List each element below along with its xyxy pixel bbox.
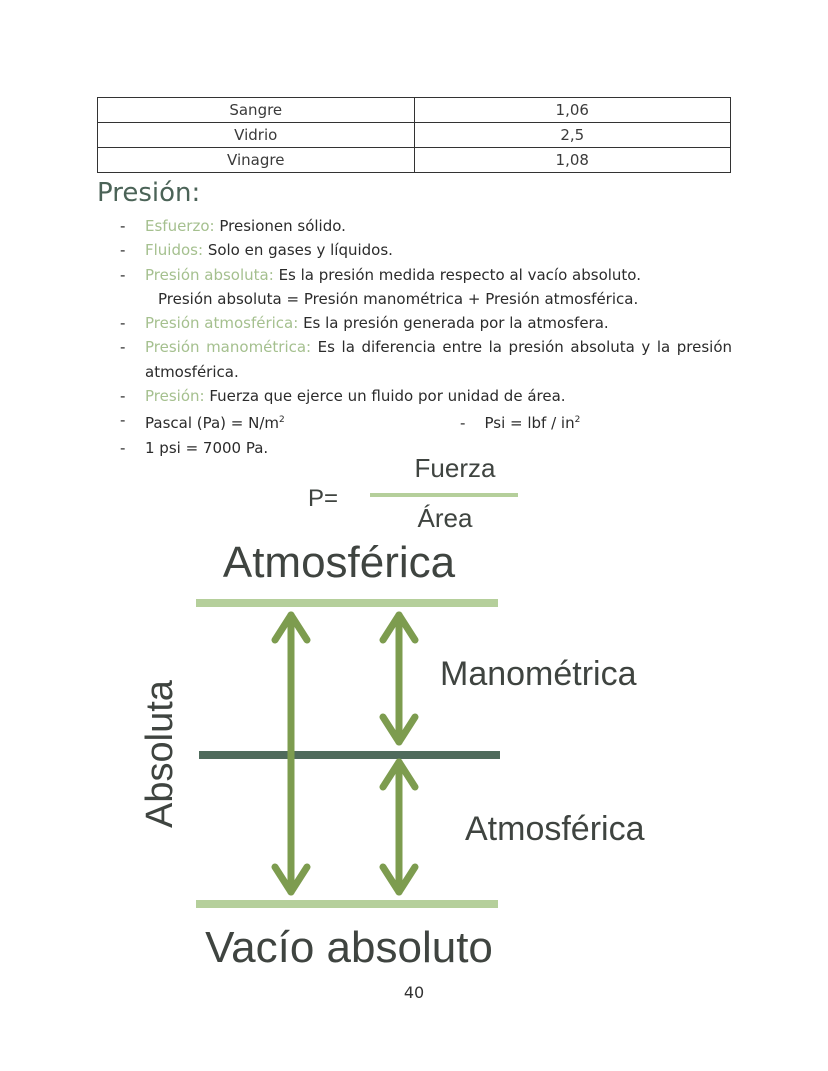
density-table — [97, 97, 731, 173]
table-cell-material: Vidrio — [98, 123, 415, 148]
term-label: Presión manométrica: — [145, 338, 312, 357]
gauge-arrow — [383, 615, 415, 742]
list-item — [120, 311, 732, 335]
gauge-label: Manométrica — [440, 655, 637, 693]
list-item — [120, 384, 732, 408]
pascal-unit-exponent: 2 — [279, 415, 285, 426]
absolute-vacuum-label: Vacío absoluto — [205, 923, 493, 972]
pressure-diagram — [0, 440, 828, 980]
list-item — [120, 214, 732, 238]
atmospheric-lower-label: Atmosférica — [465, 810, 645, 848]
equation-denominator: Área — [417, 503, 473, 533]
table-cell-material: Sangre — [98, 98, 415, 123]
term-definition: Solo en gases y líquidos. — [203, 241, 393, 260]
psi-unit-group: - Psi = lbf / $in^2$ — [460, 414, 581, 433]
atmospheric-top-label: Atmosférica — [222, 538, 456, 587]
term-label: Presión absoluta: — [145, 265, 274, 284]
term-label: Presión: — [145, 387, 205, 406]
pascal-unit: Pascal (Pa) = N/m — [145, 414, 280, 433]
psi-unit-exponent: 2 — [574, 415, 581, 426]
term-definition: Es la diferencia entre la presión absoluta y la presión atmosférica. — [145, 338, 733, 381]
page-number: 40 — [403, 983, 425, 1002]
table-cell-value: 2,5 — [414, 123, 731, 148]
table-cell-value: 1,06 — [414, 98, 731, 123]
term-label: Fluidos: — [145, 241, 204, 260]
table-row — [98, 148, 731, 173]
pressure-diagram-svg — [0, 440, 828, 980]
equation-numerator: Fuerza — [414, 453, 496, 483]
list-item — [120, 335, 732, 384]
list-item — [120, 238, 732, 262]
absolute-pressure-formula: Presión absoluta = Presión manométrica + Presión atmosférica. — [158, 289, 639, 308]
term-definition: Fuerza que ejerce un fluido por unidad de área. — [204, 387, 566, 406]
table-row — [98, 98, 731, 123]
table-cell-material: Vinagre — [98, 148, 415, 173]
psi-unit: Psi = lbf / in — [484, 414, 575, 433]
equation-lhs: P= — [308, 485, 339, 512]
conversion-text: 1 psi = 7000 Pa. — [145, 438, 269, 457]
absolute-side-label: Absoluta — [139, 680, 181, 828]
term-definition: Es la presión generada por la atmosfera. — [298, 314, 609, 333]
list-item — [120, 263, 732, 287]
term-definition: Presionen sólido. — [214, 217, 346, 235]
term-definition: Es la presión medida respecto al vacío absoluto. — [273, 265, 641, 284]
term-label: Presión atmosférica: — [145, 314, 299, 333]
section-title: Presión: — [97, 178, 201, 208]
definition-list — [120, 214, 732, 460]
term-label: Esfuerzo: — [145, 217, 215, 235]
table-row — [98, 123, 731, 148]
atmospheric-arrow — [383, 762, 415, 892]
list-item-units — [120, 408, 732, 435]
table-cell-value: 1,08 — [414, 148, 731, 173]
